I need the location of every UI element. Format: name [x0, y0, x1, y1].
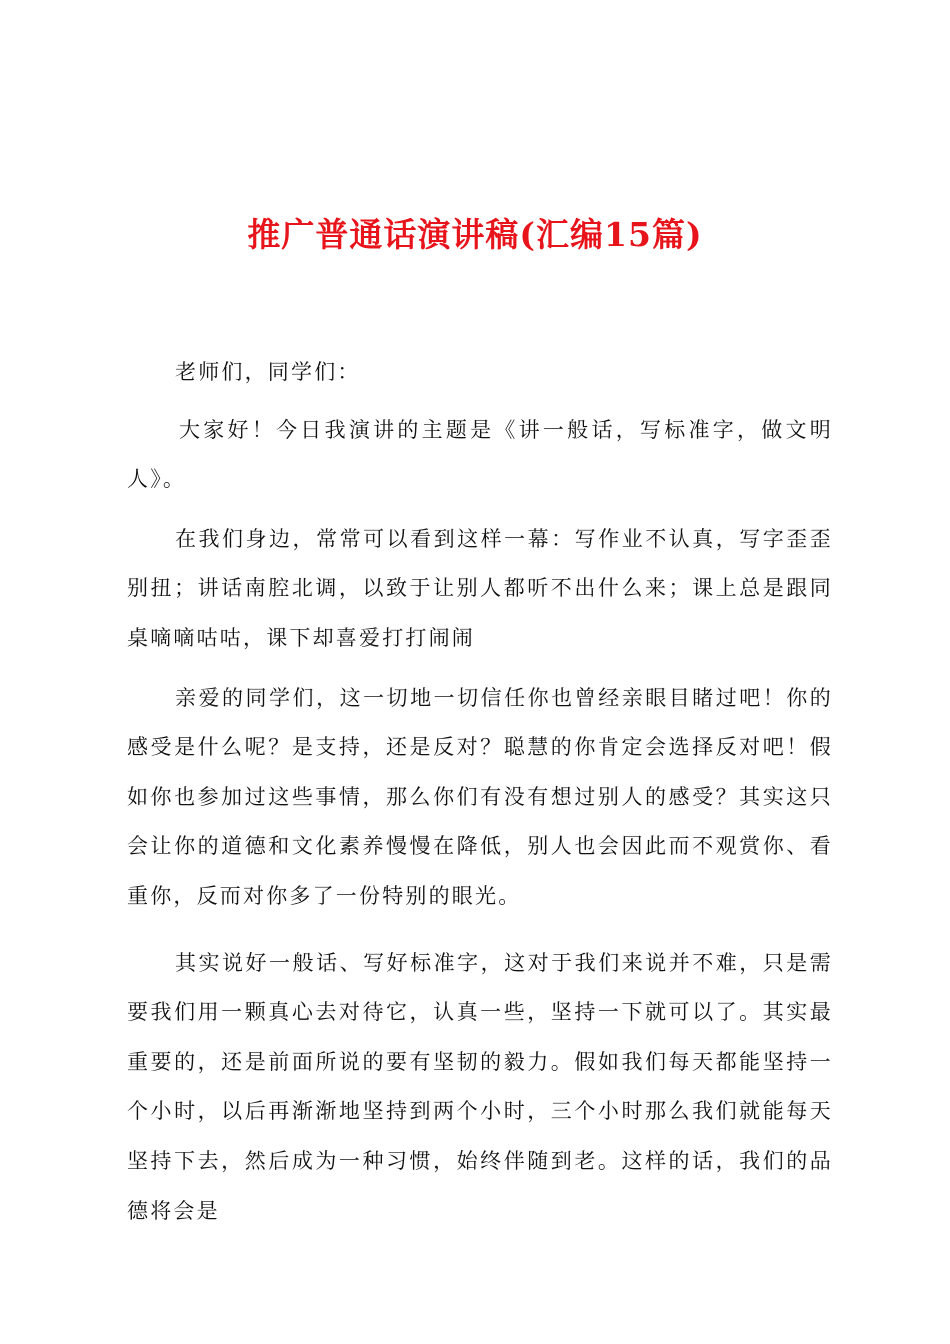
body-paragraph: 亲爱的同学们，这一切地一切信任你也曾经亲眼目睹过吧！你的感受是什么呢？是支持，还是反对？聪慧的你肯定会选择反对吧！假如你也参加过这些事情，那么你们有没有想过别人的感受？其实这只会让你的道德和文化素养慢慢在降低，别人也会因此而不观赏你、看重你，反而对你多了一份特别的眼光。 — [127, 685, 833, 908]
document-title: 推广普通话演讲稿(汇编15篇) — [247, 215, 703, 254]
body-paragraph: 其实说好一般话、写好标准字，这对于我们来说并不难，只是需要我们用一颗真心去对待它，认真一些，坚持一下就可以了。其实最重要的，还是前面所说的要有坚韧的毅力。假如我们每天都能坚持一个小时，以后再渐渐地坚持到两个小时，三个小时那么我们就能每天坚持下去，然后成为一种习惯，始终伴随到老。这样的话，我们的品德将会是 — [127, 950, 833, 1223]
body-paragraph: 在我们身边，常常可以看到这样一幕：写作业不认真，写字歪歪别扭；讲话南腔北调，以致于让别人都听不出什么来；课上总是跟同桌嘀嘀咕咕，课下却喜爱打打闹闹 — [127, 526, 833, 650]
document-body — [127, 348, 833, 1236]
salutation-paragraph: 老师们，同学们： — [175, 360, 361, 384]
greeting-paragraph: 大家好！今日我演讲的主题是《讲一般话，写标准字，做文明人》。 — [127, 417, 833, 492]
